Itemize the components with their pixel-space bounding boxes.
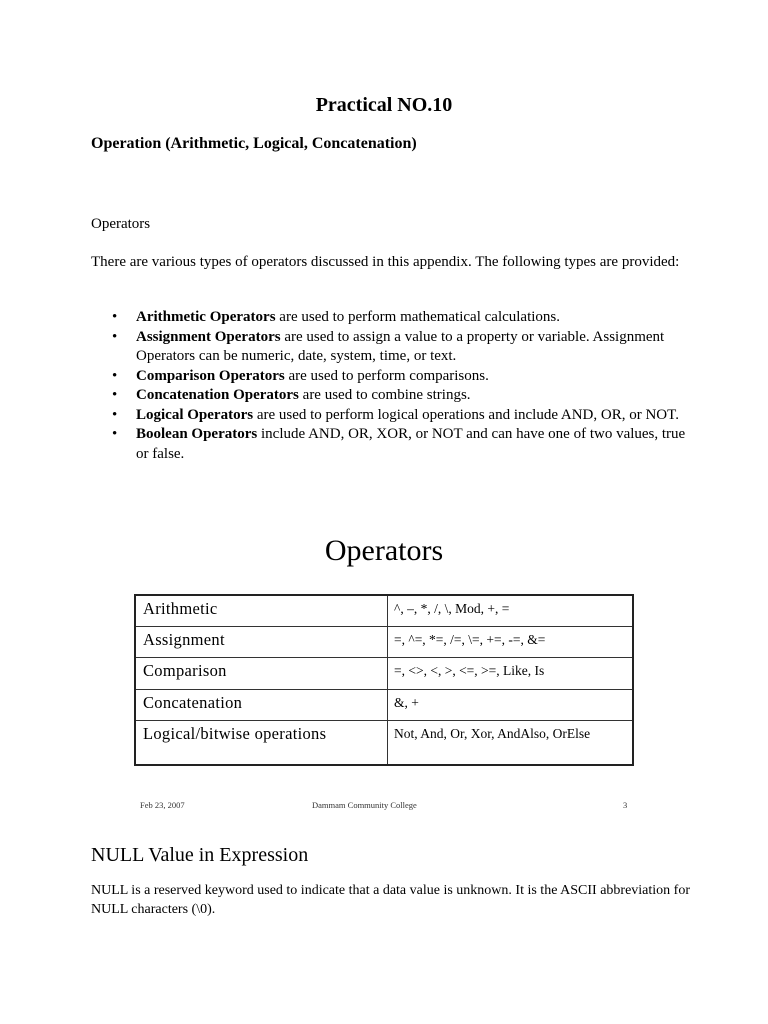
bullet-term: Logical Operators bbox=[136, 406, 254, 423]
slide-footer-date: Feb 23, 2007 bbox=[140, 800, 185, 810]
category-cell: Logical/bitwise operations bbox=[135, 721, 388, 766]
bullet-term: Arithmetic Operators bbox=[136, 309, 276, 325]
null-section-heading: NULL Value in Expression bbox=[91, 844, 309, 866]
operators-cell: =, ^=, *=, /=, \=, +=, -=, &= bbox=[388, 627, 634, 658]
bullet-term: Assignment Operators bbox=[136, 328, 281, 345]
bullet-text: are used to assign a value to a property or variable. Assignment Operators can be numeric, date, system, time, or text. bbox=[136, 328, 665, 364]
operators-cell: &, + bbox=[388, 690, 634, 721]
bullet-icon: • bbox=[112, 426, 118, 442]
bullet-icon: • bbox=[112, 387, 118, 403]
bullet-text: are used to combine strings. bbox=[298, 387, 471, 403]
list-item bbox=[110, 328, 690, 367]
bullet-term: Comparison Operators bbox=[136, 367, 285, 384]
bullet-term: Concatenation Operators bbox=[136, 387, 299, 403]
list-item bbox=[110, 425, 690, 464]
bullet-text: are used to perform mathematical calculations. bbox=[275, 309, 561, 325]
page-title: Practical NO.10 bbox=[315, 94, 453, 116]
null-section-text: NULL is a reserved keyword used to indicate that a data value is unknown. It is the ASCII abbreviation for NULL characters (\0). bbox=[91, 883, 690, 917]
table-row bbox=[135, 627, 633, 658]
intro-paragraph: There are various types of operators discussed in this appendix. The following types are provided: bbox=[91, 254, 680, 270]
category-cell: Comparison bbox=[135, 658, 388, 690]
table-row bbox=[135, 690, 633, 721]
bullet-icon: • bbox=[112, 406, 118, 423]
table-row bbox=[135, 721, 633, 766]
operators-cell: Not, And, Or, Xor, AndAlso, OrElse bbox=[388, 721, 634, 766]
list-item bbox=[110, 406, 690, 426]
operator-type-list bbox=[110, 308, 690, 464]
section-label-operators: Operators bbox=[91, 216, 151, 232]
category-cell: Assignment bbox=[135, 627, 388, 658]
subtitle-lead: Operation bbox=[91, 135, 166, 152]
table-row bbox=[135, 658, 633, 690]
bullet-icon: • bbox=[112, 309, 118, 325]
category-cell: Arithmetic bbox=[135, 595, 388, 627]
operators-cell: =, <>, <, >, <=, >=, Like, Is bbox=[388, 658, 634, 690]
slide-footer-page-number: 3 bbox=[623, 800, 628, 810]
page-subtitle bbox=[91, 135, 417, 153]
bullet-text: include AND, OR, XOR, or NOT and can have one of two values, true or false. bbox=[136, 426, 686, 462]
list-item bbox=[110, 386, 690, 406]
table-row bbox=[135, 595, 633, 627]
bullet-text: are used to perform comparisons. bbox=[284, 367, 489, 384]
bullet-icon: • bbox=[112, 328, 118, 345]
list-item bbox=[110, 308, 690, 328]
category-cell: Concatenation bbox=[135, 690, 388, 721]
slide-title: Operators bbox=[324, 534, 444, 567]
operators-table bbox=[134, 594, 634, 766]
subtitle-paren: (Arithmetic, Logical, Concatenation) bbox=[165, 135, 417, 152]
list-item bbox=[110, 367, 690, 387]
bullet-term: Boolean Operators bbox=[136, 426, 258, 442]
bullet-text: are used to perform logical operations and include AND, OR, or NOT. bbox=[253, 406, 679, 423]
slide-footer-org: Dammam Community College bbox=[312, 800, 417, 810]
operators-cell: ^, –, *, /, \, Mod, +, = bbox=[388, 595, 634, 627]
bullet-icon: • bbox=[112, 367, 118, 384]
